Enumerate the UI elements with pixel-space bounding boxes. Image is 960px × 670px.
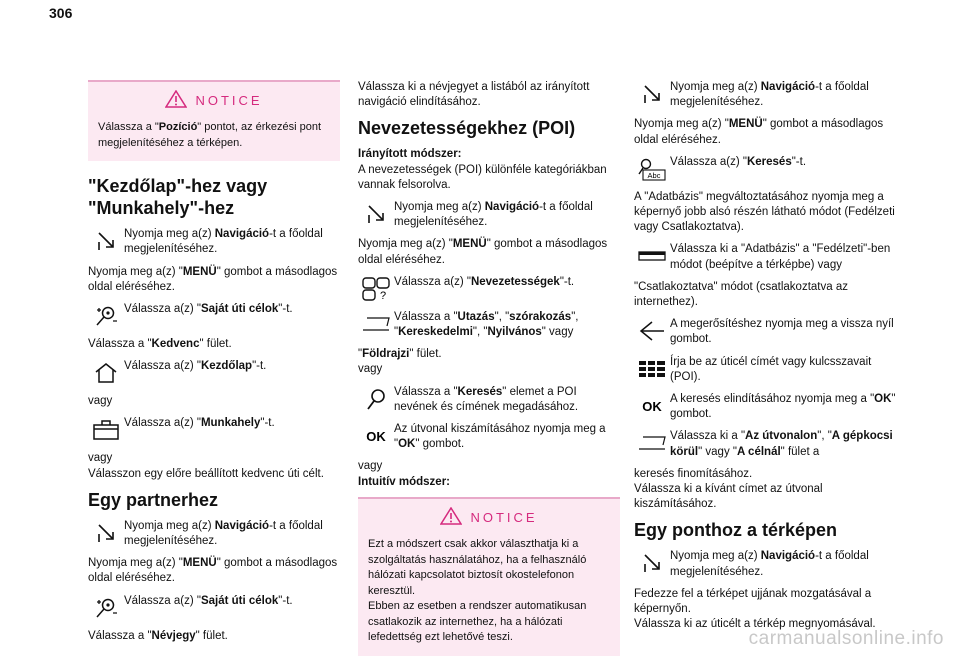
paragraph: Nyomja meg a(z) "MENÜ" gombot a másodlagos oldal eléréséhez. <box>634 118 884 146</box>
ok-icon <box>634 392 670 420</box>
instruction-row <box>634 355 896 385</box>
notice-text: Ezt a módszert csak akkor választhatja ki a szolgáltatás használatához, ha a felhasználó hálózati kapcsolatot biztosít okostelefonon keresztül. Ebben az esetben a rendszer automatikusan csatlakozik az internethez, ha a hálózati lefedettség ezt lehetővé teszi. <box>368 538 587 644</box>
notice-label: NOTICE <box>470 509 538 525</box>
instruction-row <box>88 227 340 257</box>
favorites-pin-icon <box>88 302 124 330</box>
instruction-row <box>88 519 340 549</box>
section-heading: "Kezdőlap"-hez vagy "Munkahely"-hez <box>88 176 268 219</box>
section-heading: Nevezetességekhez (POI) <box>358 118 576 139</box>
instruction-row <box>634 392 896 422</box>
instruction-row <box>634 80 896 110</box>
paragraph: vagy Intuitív módszer: <box>358 460 451 488</box>
home-icon <box>88 359 124 387</box>
instruction-text: Válassza a(z) "Saját úti célok"-t. <box>124 303 293 316</box>
notice-box <box>88 80 340 161</box>
instruction-text: Nyomja meg a(z) Navigáció-t a főoldal megjelenítéséhez. <box>670 81 869 109</box>
tab-icon <box>358 310 394 338</box>
instruction-text: Válassza a(z) "Saját úti célok"-t. <box>124 594 293 607</box>
navigation-icon <box>358 200 394 228</box>
paragraph: Irányított módszer: A nevezetességek (POI) különféle kategóriákban vannak felsorolva. <box>358 148 607 191</box>
instruction-text: Válassza a(z) "Munkahely"-t. <box>124 417 275 430</box>
instruction-text: A keresés elindításához nyomja meg a "OK" gombot. <box>670 393 896 421</box>
notice-label: NOTICE <box>195 93 263 108</box>
instruction-row <box>358 385 620 415</box>
instruction-text: Nyomja meg a(z) Navigáció-t a főoldal megjelenítéséhez. <box>670 550 869 578</box>
navigation-icon <box>88 227 124 255</box>
instruction-text: Nyomja meg a(z) Navigáció-t a főoldal megjelenítéséhez. <box>124 519 323 548</box>
keypad-icon <box>634 355 670 383</box>
instruction-text: Az útvonal kiszámításához nyomja meg a "OK" gombot. <box>394 423 606 451</box>
notice-box <box>358 497 620 656</box>
column-1 <box>88 80 340 651</box>
instruction-text: Válassza ki a "Az útvonalon", "A gépkocsi körül" vagy "A célnál" fület a <box>670 430 893 458</box>
instruction-row <box>88 416 340 444</box>
ok-icon <box>358 422 394 450</box>
instruction-text: Válassza a "Utazás", "szórakozás", "Kereskedelmi", "Nyilvános" vagy <box>394 310 579 339</box>
svg-text:?: ? <box>379 289 387 302</box>
instruction-row <box>634 242 896 272</box>
instruction-text: Nyomja meg a(z) Navigáció-t a főoldal megjelenítéséhez. <box>394 201 593 229</box>
instruction-text: Válassza a(z) "Kezdőlap"-t. <box>124 360 267 373</box>
navigation-icon <box>634 80 670 108</box>
paragraph: Fedezze fel a térképet ujjának mozgatásával a képernyőn. Válassza ki az úticélt a térkép megnyomásával. <box>634 587 876 631</box>
instruction-row <box>88 359 340 387</box>
keyboard-search-icon <box>634 155 670 183</box>
back-arrow-icon <box>634 317 670 345</box>
tab-bar-icon <box>634 242 670 270</box>
instruction-row <box>634 429 896 459</box>
warning-icon <box>440 507 462 528</box>
favorites-pin-icon <box>88 594 124 622</box>
search-icon <box>358 385 394 413</box>
instruction-row <box>634 317 896 347</box>
paragraph: vagy <box>88 395 113 408</box>
paragraph: vagy Válasszon egy előre beállított kedvenc úti célt. <box>88 452 324 480</box>
briefcase-icon <box>88 416 124 444</box>
notice-text: Válassza a "Pozíció" pontot, az érkezési pont megjelenítéséhez a térképen. <box>98 121 322 149</box>
section-heading: Egy ponthoz a térképen <box>634 520 838 541</box>
instruction-text: Válassza a(z) "Nevezetességek"-t. <box>394 275 575 288</box>
section-heading: Egy partnerhez <box>88 489 219 510</box>
instruction-text: Írja be az úticél címét vagy kulcsszavait (POI). <box>670 355 872 383</box>
instruction-row <box>358 422 620 452</box>
watermark: carmanualsonline.info <box>748 627 944 649</box>
paragraph: keresés finomításához. Válassza ki a kívánt címet az útvonal kiszámításához. <box>634 467 823 511</box>
navigation-icon <box>88 519 124 547</box>
instruction-row <box>358 310 620 340</box>
paragraph: Nyomja meg a(z) "MENÜ" gombot a másodlagos oldal eléréséhez. <box>88 557 338 585</box>
instruction-row <box>634 549 896 579</box>
instruction-row <box>634 155 896 183</box>
svg-text:OK: OK <box>366 429 386 445</box>
instruction-row <box>358 200 620 230</box>
svg-text:Abc: Abc <box>647 170 661 180</box>
column-2 <box>358 80 620 670</box>
paragraph: Nyomja meg a(z) "MENÜ" gombot a másodlagos oldal eléréséhez. <box>88 265 338 293</box>
paragraph: "Földrajzi" fület. vagy <box>358 348 442 376</box>
paragraph: Válassza ki a névjegyet a listából az irányított navigáció elindításához. <box>358 81 590 109</box>
instruction-text: Válassza a "Keresés" elemet a POI nevének és címének megadásához. <box>394 385 579 413</box>
instruction-row <box>88 594 340 622</box>
page-number: 306 <box>49 5 73 21</box>
column-3 <box>634 80 896 639</box>
instruction-row <box>358 275 620 303</box>
svg-text:OK: OK <box>642 399 662 415</box>
poi-icon <box>358 275 394 303</box>
navigation-icon <box>634 549 670 577</box>
paragraph: Válassza a "Névjegy" fület. <box>88 629 228 642</box>
instruction-text: Válassza ki a "Adatbázis" a "Fedélzeti"-ben módot (beépítve a térképbe) vagy <box>670 243 891 271</box>
paragraph: "Csatlakoztatva" módot (csatlakoztatva az internethez). <box>634 280 848 309</box>
instruction-text: Válassza a(z) "Keresés"-t. <box>670 155 807 168</box>
tab-icon <box>634 429 670 457</box>
paragraph: Válassza a "Kedvenc" fület. <box>88 338 232 351</box>
instruction-text: Nyomja meg a(z) Navigáció-t a főoldal megjelenítéséhez. <box>124 228 323 256</box>
instruction-row <box>88 302 340 330</box>
warning-icon <box>165 90 187 111</box>
paragraph: A "Adatbázis" megváltoztatásához nyomja meg a képernyő jobb alsó részén látható módot (Fedélzeti vagy Csatlakoztatva). <box>634 190 895 234</box>
paragraph: Nyomja meg a(z) "MENÜ" gombot a másodlagos oldal eléréséhez. <box>358 238 608 266</box>
instruction-text: A megerősítéshez nyomja meg a vissza nyíl gombot. <box>670 318 894 346</box>
